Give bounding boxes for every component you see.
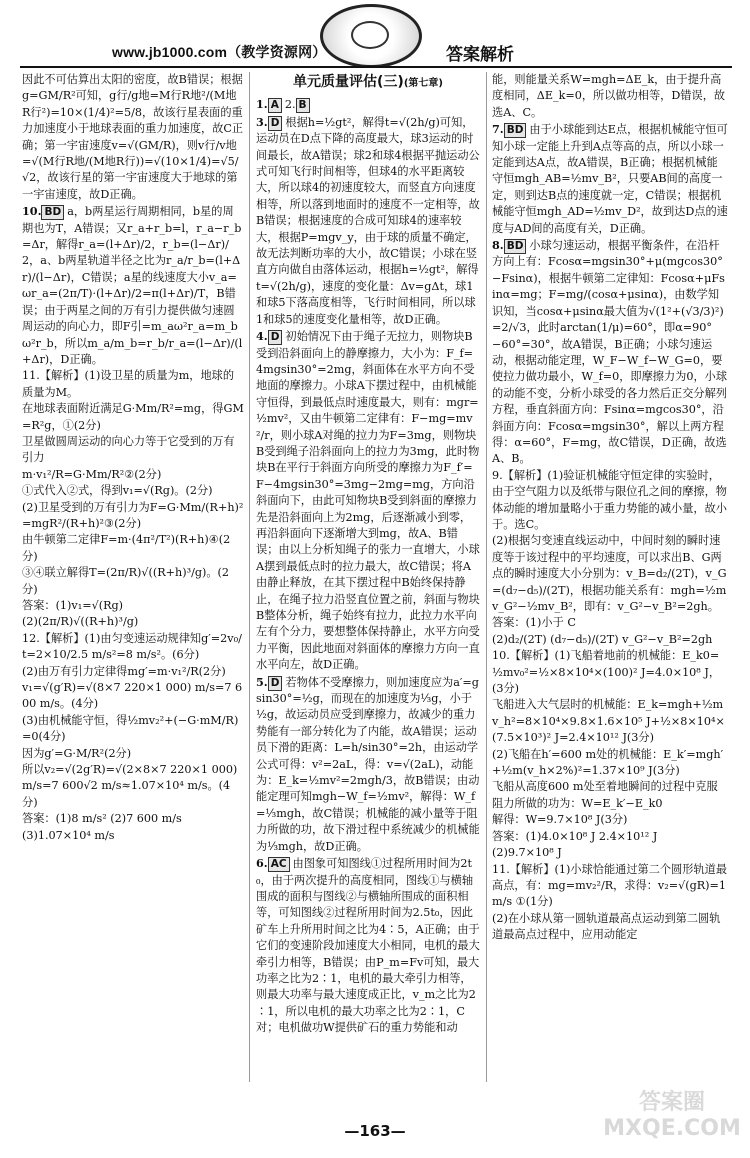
- answer-text: 2.: [284, 98, 296, 112]
- answer-paragraph: 10.【解析】(1)飞船着地前的机械能：E_k0=½mv₀²=½×8×10⁴×(100)² J=4.0×10⁸ J，(3分): [492, 649, 721, 696]
- column-divider: [249, 72, 250, 1082]
- publisher-logo: [320, 4, 422, 68]
- answer-paragraph: 因为g′=G·M/R²(2分): [22, 746, 132, 760]
- answer-paragraph: [256, 328, 480, 674]
- answer-paragraph: (2)d₂/(2T) (d₇−d₅)/(2T) v_G²−v_B²=2gh: [492, 632, 713, 646]
- site-url: www.jb1000.com（教学资源网）: [112, 44, 327, 60]
- answer-choice-tag: BD: [504, 123, 527, 138]
- header-rule: [20, 66, 732, 68]
- answer-paragraph: [256, 96, 480, 113]
- answer-text: 根据h=½gt²，解得t=√(2h/g)可知，运动员在D点下降的高度最大，球3运动的时间最长，故A错误；球2和球4根据平抛运动公式可知飞行时间相等，但球4的水平距离较大，所以球4的初速度较大，而竖直方向速度相等，所以落到地面时的速度不一定相等，故B错误；根据速度的合成可知球4的速率较大，根据P=mgv_y，由于球的质量不确定，故无法判断功率的大小，故C错误；小球在竖直方向做自由落体运动，根据h=½gt²，解得t=√(2h/g)，速度的变化量：Δv=gΔt，球1和球5下落高度相等，飞行时间相同，所以球1和球5的速度变化量相等，故D正确。: [256, 115, 480, 326]
- answer-paragraph: 所以v₂=√(2g′R)=√(2×8×7 220×1 000) m/s=7 600√2 m/s≈1.07×10⁴ m/s。(4分): [22, 763, 238, 809]
- answer-text: 初始情况下由于绳子无拉力，则物块B受到沿斜面向上的静摩擦力，大小为：F_f=4mgsin30°=2mg，斜面体在水平方向不受地面的摩擦力。小球A下摆过程中，由机械能守恒得，到最低点时速度最大，则有：mgr=½mv²，又由牛顿第二定律有：F−mg=mv²/r，则小球A对绳的拉力为F=3mg，则物块B受到绳子沿斜面向上的拉力为3mg，此时物块B在平行于斜面方向所受的摩擦力为F_f′=F−4mgsin30°=3mg−2mg=mg，方向沿斜面向下，由此可知物块B受到斜面的摩擦力先是沿斜面向上为2mg，后逐渐减小到零，再沿斜面向下逐渐增大到mg，故A、B错误；由以上分析知绳子的张力一直增大，小球A摆到最低点时的拉力最大，故C错误；将A由静止释放，在其下摆过程中B始终保持静止，在绳子拉力沿竖直位置之前，斜面与物块B整体分析，绳子始终有拉力，此拉力水平向左有个分力，要想整体保持静止，水平方向受力平衡，因此地面对斜面体的摩擦力方向一直水平向左，故D正确。: [256, 330, 480, 672]
- answer-paragraph: 答案：(1)小于 C: [492, 616, 576, 630]
- answer-paragraph: (2)由万有引力定律得mg′=m·v₁²/R(2分): [22, 664, 226, 678]
- answer-paragraph: 能，则能量关系W=mgh=ΔE_k，由于提升高度相同，ΔE_k=0，所以做功相等，D错误，故选A、C。: [492, 73, 726, 119]
- column-right: [492, 72, 728, 944]
- answer-paragraph: [492, 237, 728, 468]
- answer-text: 若物体不受摩擦力，则加速度应为a′=gsin30°=½g，而现在的加速度为⅓g，小于½g，故运动员应受到摩擦力，故减少的重力势能有一部分转化为了内能，故A错误；运动员下滑的距离：L=h/sin30°=2h，由运动学公式可得：v²=2aL，得：v=√(2aL)，动能为：E_k=½mv²=2mgh/3，故B错误；由动能定理可知mgh−W_f=½mv²，解得：W_f=⅓mgh，故C错误；机械能的减小量等于阻力所做的功，故下滑过程中系统减少的机械能为⅓mgh，故D正确。: [256, 675, 480, 853]
- unit-title-note: (第七章): [403, 78, 443, 89]
- answer-paragraph: 在地球表面附近满足G·Mm/R²=mg，得GM=R²g，①(2分): [22, 402, 244, 432]
- answer-paragraph: 卫星做圆周运动的向心力等于它受到的万有引力: [22, 434, 235, 465]
- question-number: 5.: [256, 674, 268, 689]
- unit-title: [256, 74, 480, 92]
- answer-paragraph: 答案：(1)v₁=√(Rg): [22, 599, 124, 612]
- question-number: 7.: [492, 122, 504, 137]
- answer-paragraph: (2)在小球从第一圆轨道最高点运动到第二圆轨道最高点过程中，应用动能定: [492, 911, 721, 942]
- answer-paragraph: 11.【解析】(1)小球恰能通过第二个圆形轨道最高点，有：mg=mv₂²/R，求得：v₂=√(gR)=1 m/s ①(1分): [492, 862, 728, 909]
- question-number: 1.: [256, 97, 268, 112]
- answer-paragraph: (2)根据匀变速直线运动中，中间时刻的瞬时速度等于该过程中的平均速度，可以求出B、G两点的瞬时速度大小分别为：v_B=d₂/(2T)，v_G=(d₇−d₅)/(2T)，根据功能关系有：mgh=½mv_G²−½mv_B²，即有：v_G²−v_B²=2gh。: [492, 534, 727, 613]
- answer-paragraph: [256, 114, 480, 328]
- answer-paragraph: (3)1.07×10⁴ m/s: [22, 828, 115, 842]
- answer-paragraph: 因此不可估算出太阳的密度，故B错误；根据g=GM/R²可知，g行/g地=M行R地²/(M地R行²)=10×(1/4)²=5/8，故该行星表面的重力加速度小于地球表面的重力加速度，故C正确；第一宇宙速度v=√(GM/R)，则v行/v地=√(M行R地/(M地R行))=√(10×1/4)=√5/√2，故该行星的第一宇宙速度大于地球的第一宇宙速度，故D正确。: [22, 73, 244, 201]
- answer-paragraph: (3)由机械能守恒，得½mv₂²+(−G·mM/R)=0(4分): [22, 713, 239, 744]
- answer-choice-tag: D: [268, 116, 283, 131]
- answer-paragraph: v₁=√(g′R)=√(8×7 220×1 000) m/s=7 600 m/s。(4分): [22, 681, 243, 711]
- answer-paragraph: 12.【解析】(1)由匀变速运动规律知g′=2v₀/t=2×10/2.5 m/s²=8 m/s²。(6分): [22, 631, 242, 662]
- column-left: [22, 72, 244, 844]
- answer-choice-tag: AC: [268, 857, 290, 872]
- answer-choice-tag: D: [268, 676, 283, 691]
- answer-paragraph: 答案：(1)4.0×10⁸ J 2.4×10¹² J: [492, 829, 658, 843]
- answer-choice-tag: B: [296, 98, 310, 113]
- column-divider: [486, 72, 487, 1082]
- answer-paragraph: [256, 855, 480, 1036]
- answer-text: 小球匀速运动，根据平衡条件，在沿杆方向上有：Fcosα=mgsin30°+μ(mgcos30°−Fsinα)，根据牛顿第二定律知：Fcosα+μFsinα=mg；F=mg/(cosα+μsinα)，由数学知识知，当cosα+μsinα最大值为√(1²+(√3/3)²)=2/√3，此时arctan(1/μ)=60°，即α=90°−60°=30°，故A错误，B正确；小球匀速运动，根据动能定理，W_F−W_f−W_G=0，要使拉力做功最小，W_f=0，即摩擦力为0，小球的动能不变，分析小球受的各力然后正交分解列方程，垂直斜面方向：Fsinα=mgcos30°，沿斜面方向：Fcosα=mgsin30°，解以上两方程得：α=60°，F=mg，故C错误，D正确，故选A、B。: [492, 239, 728, 466]
- answer-paragraph: 飞船进入大气层时的机械能：E_k=mgh+½mv_h²=8×10⁴×9.8×1.6×10⁵ J+½×8×10⁴×(7.5×10³)² J=2.4×10¹² J(3分): [492, 698, 725, 745]
- answer-paragraph: (2)(2π/R)√((R+h)³/g): [22, 615, 139, 629]
- answer-paragraph: [22, 203, 244, 368]
- question-number: 6.: [256, 856, 268, 871]
- column-middle: [256, 72, 480, 1037]
- question-number: 8.: [492, 238, 504, 253]
- answer-text: 由图象可知图线①过程所用时间为2t₀，由于两次提升的高度相同，图线①与横轴围成的面积与图线②与横轴所围成的面积相等，可知图线②过程所用时间为2.5t₀，因此矿车上升所用时间之比为4∶5，A正确；由于它们的变速阶段加速度大小相同，电机的最大牵引力相等，B错误；由P_m=Fv可知，最大功率之比为2∶1，电机的最大牵引力相等，则最大功率与最大速度成正比，v_m之比为2∶1，所以电机的最大功率之比为2∶1，C对；电机做功W提供矿石的重力势能和动: [256, 857, 480, 1035]
- page-number: —163—: [344, 1122, 406, 1140]
- question-number: 3.: [256, 114, 268, 129]
- answer-paragraph: m·v₁²/R=G·Mm/R²②(2分): [22, 467, 162, 481]
- answer-paragraph: 由牛顿第二定律F=m·(4π²/T²)(R+h)④(2分): [22, 533, 231, 563]
- answer-list-middle: [256, 96, 480, 1036]
- answer-paragraph: ③④联立解得T=(2π/R)√((R+h)³/g)。(2分): [22, 566, 230, 596]
- answer-paragraph: (2)9.7×10⁸ J: [492, 846, 562, 860]
- answer-choice-tag: BD: [504, 239, 527, 254]
- answer-paragraph: 11.【解析】(1)设卫星的质量为m，地球的质量为M。: [22, 369, 235, 399]
- answer-text: 由于小球能到达E点，根据机械能守恒可知小球一定能上升到A点等高的点，所以小球一定能到达A点，故A错误，B正确；根据机械能守恒mgh_AB=½mv_B²，只要AB间的高度一定，则到达B点的速度就一定，C错误；根据机械能守恒mgh_AD=½mv_D²，故到达D点的速度与AD间的高度有关，D正确。: [492, 123, 728, 235]
- answer-choice-tag: D: [268, 330, 283, 345]
- answer-paragraph: 解得：W=9.7×10⁸ J(3分): [492, 813, 628, 827]
- answer-paragraph: (2)卫星受到的万有引力为F=G·Mm/(R+h)²=mgR²/(R+h)²③(2分): [22, 500, 244, 530]
- question-number: 10.: [22, 204, 42, 219]
- answer-paragraph: ①式代入②式，得到v₁=√(Rg)。(2分): [22, 484, 213, 498]
- answer-text: a，b两星运行周期相同，b星的周期也为T，A错误；又r_a+r_b=l，r_a−r_b=Δr，解得r_a=(l+Δr)/2，r_b=(l−Δr)/2，a、b两星轨道半径之比为r_a/r_b=(l+Δr)/(l−Δr)，C错误；a星的线速度大小v_a=ωr_a=(2π/T)·(l+Δr)/2=π(l+Δr)/T，B错误；由于两星之间的万有引力提供做匀速圆周运动的向心力，即F引=m_aω²r_a=m_bω²r_b，所以m_a/m_b=r_b/r_a=(l−Δr)/(l+Δr)，D正确。: [22, 205, 243, 366]
- answer-choice-tag: A: [268, 98, 282, 113]
- question-number: 4.: [256, 329, 268, 344]
- watermark: 答案圈 MXQE.COM: [603, 1090, 741, 1141]
- answer-paragraph: 9.【解析】(1)验证机械能守恒定律的实验时，由于空气阻力以及纸带与限位孔之间的摩擦，物体动能的增加量略小于重力势能的减小量，故小于。选C。: [492, 468, 727, 531]
- answer-paragraph: [256, 674, 480, 855]
- section-title: 答案解析: [446, 45, 514, 65]
- answer-paragraph: 答案：(1)8 m/s² (2)7 600 m/s: [22, 812, 182, 826]
- answer-paragraph: (2)飞船在h′=600 m处的机械能：E_k′=mgh′+½m(v_h×2%)²=1.37×10⁹ J(3分): [492, 747, 724, 778]
- answer-paragraph: [492, 121, 728, 237]
- unit-title-text: 单元质量评估(三): [293, 74, 404, 90]
- page-header: [0, 0, 750, 68]
- answer-choice-tag: BD: [41, 205, 64, 220]
- answer-paragraph: 飞船从高度600 m处至着地瞬间的过程中克服阻力所做的功为：W=E_k′−E_k0: [492, 780, 718, 810]
